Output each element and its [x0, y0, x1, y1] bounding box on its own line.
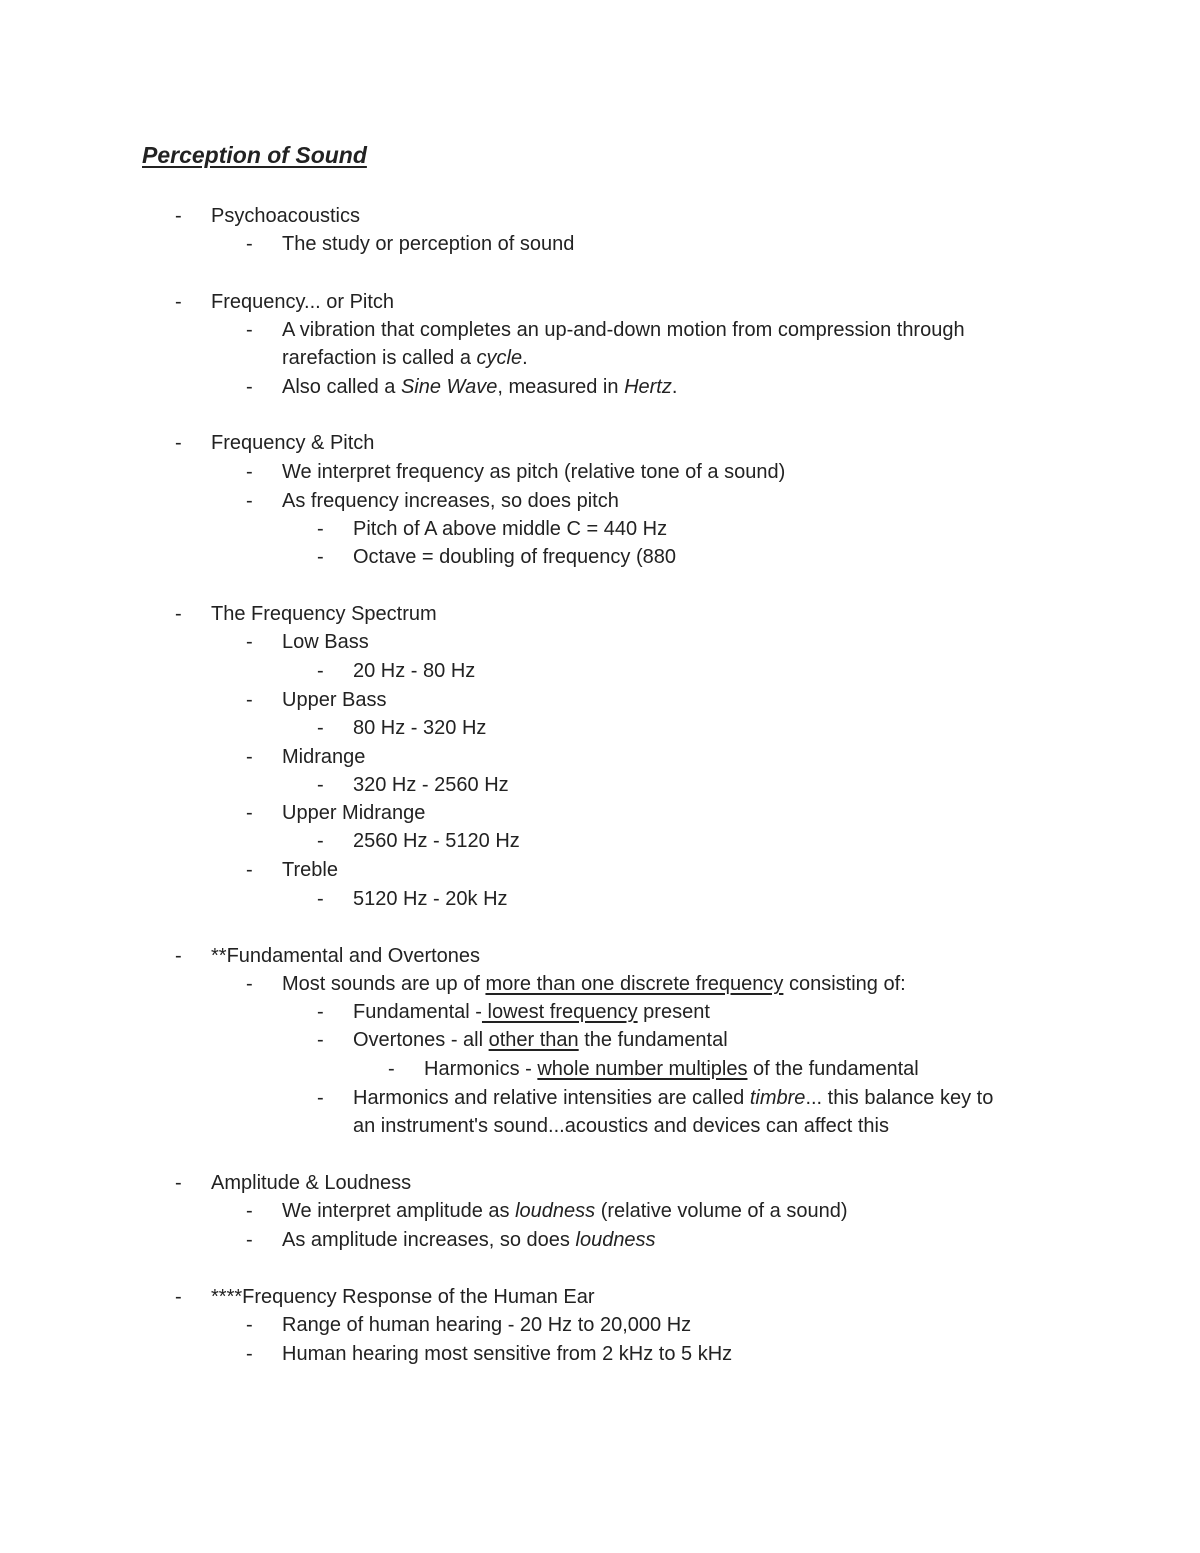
- line-text: of the fundamental: [747, 1058, 919, 1080]
- line-text: present: [637, 1001, 710, 1023]
- italic-term: loudness: [515, 1200, 596, 1222]
- outline-line-level-1: [282, 686, 387, 714]
- line-text: 2560 Hz - 5120 Hz: [353, 830, 520, 852]
- line-text: Also called a: [282, 376, 401, 398]
- outline-line-level-1: [282, 799, 425, 827]
- page-title: Perception of Sound: [142, 142, 367, 168]
- outline-line-level-2: [353, 714, 486, 742]
- underlined-text: other than: [488, 1029, 579, 1051]
- outline-line-level-2: [353, 885, 508, 913]
- line-text: 320 Hz - 2560 Hz: [353, 774, 509, 796]
- line-text: an instrument's sound...acoustics and devices can affect this: [353, 1115, 889, 1137]
- bullet-dash: -: [246, 802, 253, 824]
- outline-line-level-1: [282, 970, 906, 998]
- outline-line-level-0: [211, 600, 437, 628]
- line-text: , measured in: [497, 376, 625, 398]
- outline-line-level-1: [282, 458, 785, 486]
- italic-term: cycle: [476, 347, 523, 369]
- outline-line-level-0: [211, 288, 394, 316]
- bullet-dash: -: [175, 291, 182, 313]
- line-text: ****Frequency Response of the Human Ear: [211, 1286, 595, 1308]
- line-text: 20 Hz - 80 Hz: [353, 660, 476, 682]
- bullet-dash: -: [317, 1087, 324, 1109]
- line-text: Amplitude & Loudness: [211, 1172, 412, 1194]
- line-text: 5120 Hz - 20k Hz: [353, 888, 508, 910]
- bullet-dash: -: [246, 973, 253, 995]
- outline-line-level-1: [282, 1197, 847, 1225]
- line-text: Low Bass: [282, 631, 369, 653]
- bullet-dash: -: [175, 1172, 182, 1194]
- line-text: .: [522, 347, 528, 369]
- line-text: Pitch of A above middle C = 440 Hz: [353, 518, 668, 540]
- line-text: Most sounds are up of: [282, 973, 486, 995]
- outline-line-level-0: [211, 1169, 411, 1197]
- italic-term: Sine Wave: [400, 376, 498, 398]
- line-text: rarefaction is called a: [282, 347, 477, 369]
- bullet-dash: -: [175, 1286, 182, 1308]
- line-text: Harmonics -: [424, 1058, 538, 1080]
- bullet-dash: -: [175, 432, 182, 454]
- underlined-text: whole number multiples: [537, 1058, 748, 1080]
- outline-line-level-2: [353, 1084, 993, 1112]
- line-text: We interpret amplitude as: [282, 1200, 516, 1222]
- outline-line-level-0: [211, 429, 374, 457]
- outline-line-level-1: [282, 856, 338, 884]
- outline-line-level-1: [282, 1340, 732, 1368]
- outline-line-level-1: [282, 373, 677, 401]
- bullet-dash: -: [246, 689, 253, 711]
- bullet-dash: -: [175, 945, 182, 967]
- line-text: consisting of:: [783, 973, 906, 995]
- outline-line-level-2: [353, 657, 475, 685]
- outline-line-level-2: [353, 1112, 889, 1140]
- outline-line-level-1: [282, 344, 528, 372]
- outline-line-level-1: [282, 1226, 656, 1254]
- line-text: Frequency & Pitch: [211, 432, 375, 454]
- outline-line-level-0: [211, 942, 480, 970]
- line-text: ... this balance key to: [805, 1087, 994, 1109]
- line-text: .: [671, 376, 678, 398]
- outline-line-level-2: [353, 998, 710, 1026]
- outline-line-level-2: [353, 1026, 728, 1054]
- bullet-dash: -: [317, 774, 324, 796]
- line-text: Psychoacoustics: [211, 205, 360, 227]
- bullet-dash: -: [317, 1029, 324, 1051]
- line-text: Upper Bass: [282, 689, 387, 711]
- bullet-dash: -: [317, 518, 324, 540]
- line-text: Midrange: [282, 746, 366, 768]
- underlined-text: lowest frequency: [481, 1001, 638, 1023]
- bullet-dash: -: [317, 660, 324, 682]
- line-text: Upper Midrange: [282, 802, 426, 824]
- line-text: Octave = doubling of frequency (880: [353, 546, 676, 568]
- bullet-dash: -: [317, 1001, 324, 1023]
- outline-line-level-2: [353, 771, 509, 799]
- outline-line-level-2: [353, 543, 676, 571]
- line-text: (relative volume of a sound): [595, 1200, 848, 1222]
- line-text: The Frequency Spectrum: [211, 603, 437, 625]
- bullet-dash: -: [246, 631, 253, 653]
- italic-term: loudness: [575, 1229, 656, 1251]
- outline-line-level-1: [282, 1311, 691, 1339]
- bullet-dash: -: [246, 490, 253, 512]
- bullet-dash: -: [317, 888, 324, 910]
- outline-line-level-0: [211, 202, 360, 230]
- underlined-text: more than one discrete frequency: [485, 973, 784, 995]
- italic-term: Hertz: [624, 376, 672, 398]
- line-text: Frequency... or Pitch: [211, 291, 395, 313]
- outline-line-level-2: [353, 827, 520, 855]
- bullet-dash: -: [246, 376, 253, 398]
- outline-line-level-3: [424, 1055, 919, 1083]
- bullet-dash: -: [246, 1343, 253, 1365]
- line-text: A vibration that completes an up-and-down motion from compression through: [282, 319, 965, 341]
- bullet-dash: -: [246, 461, 253, 483]
- bullet-dash: -: [246, 1200, 253, 1222]
- line-text: Treble: [282, 859, 338, 881]
- line-text: As amplitude increases, so does: [282, 1229, 576, 1251]
- bullet-dash: -: [246, 233, 253, 255]
- line-text: Fundamental -: [353, 1001, 482, 1023]
- bullet-dash: -: [317, 830, 324, 852]
- line-text: Human hearing most sensitive from 2 kHz to 5 kHz: [282, 1343, 733, 1365]
- line-text: The study or perception of sound: [282, 233, 575, 255]
- line-text: Range of human hearing - 20 Hz to 20,000 Hz: [282, 1314, 692, 1336]
- bullet-dash: -: [175, 603, 182, 625]
- italic-term: timbre: [749, 1087, 806, 1109]
- line-text: 80 Hz - 320 Hz: [353, 717, 487, 739]
- bullet-dash: -: [317, 717, 324, 739]
- outline-line-level-1: [282, 628, 369, 656]
- outline-line-level-1: [282, 487, 619, 515]
- bullet-dash: -: [246, 746, 253, 768]
- line-text: We interpret frequency as pitch (relative tone of a sound): [282, 461, 786, 483]
- outline-line-level-1: [282, 743, 365, 771]
- bullet-dash: -: [175, 205, 182, 227]
- bullet-dash: -: [388, 1058, 395, 1080]
- line-text: **Fundamental and Overtones: [211, 945, 481, 967]
- line-text: As frequency increases, so does pitch: [282, 490, 619, 512]
- outline-line-level-1: [282, 316, 965, 344]
- outline-line-level-2: [353, 515, 667, 543]
- line-text: Harmonics and relative intensities are called: [353, 1087, 750, 1109]
- line-text: Overtones - all: [353, 1029, 489, 1051]
- outline-line-level-0: [211, 1283, 595, 1311]
- bullet-dash: -: [317, 546, 324, 568]
- line-text: the fundamental: [578, 1029, 728, 1051]
- bullet-dash: -: [246, 319, 253, 341]
- outline-line-level-1: [282, 230, 574, 258]
- bullet-dash: -: [246, 1314, 253, 1336]
- bullet-dash: -: [246, 1229, 253, 1251]
- bullet-dash: -: [246, 859, 253, 881]
